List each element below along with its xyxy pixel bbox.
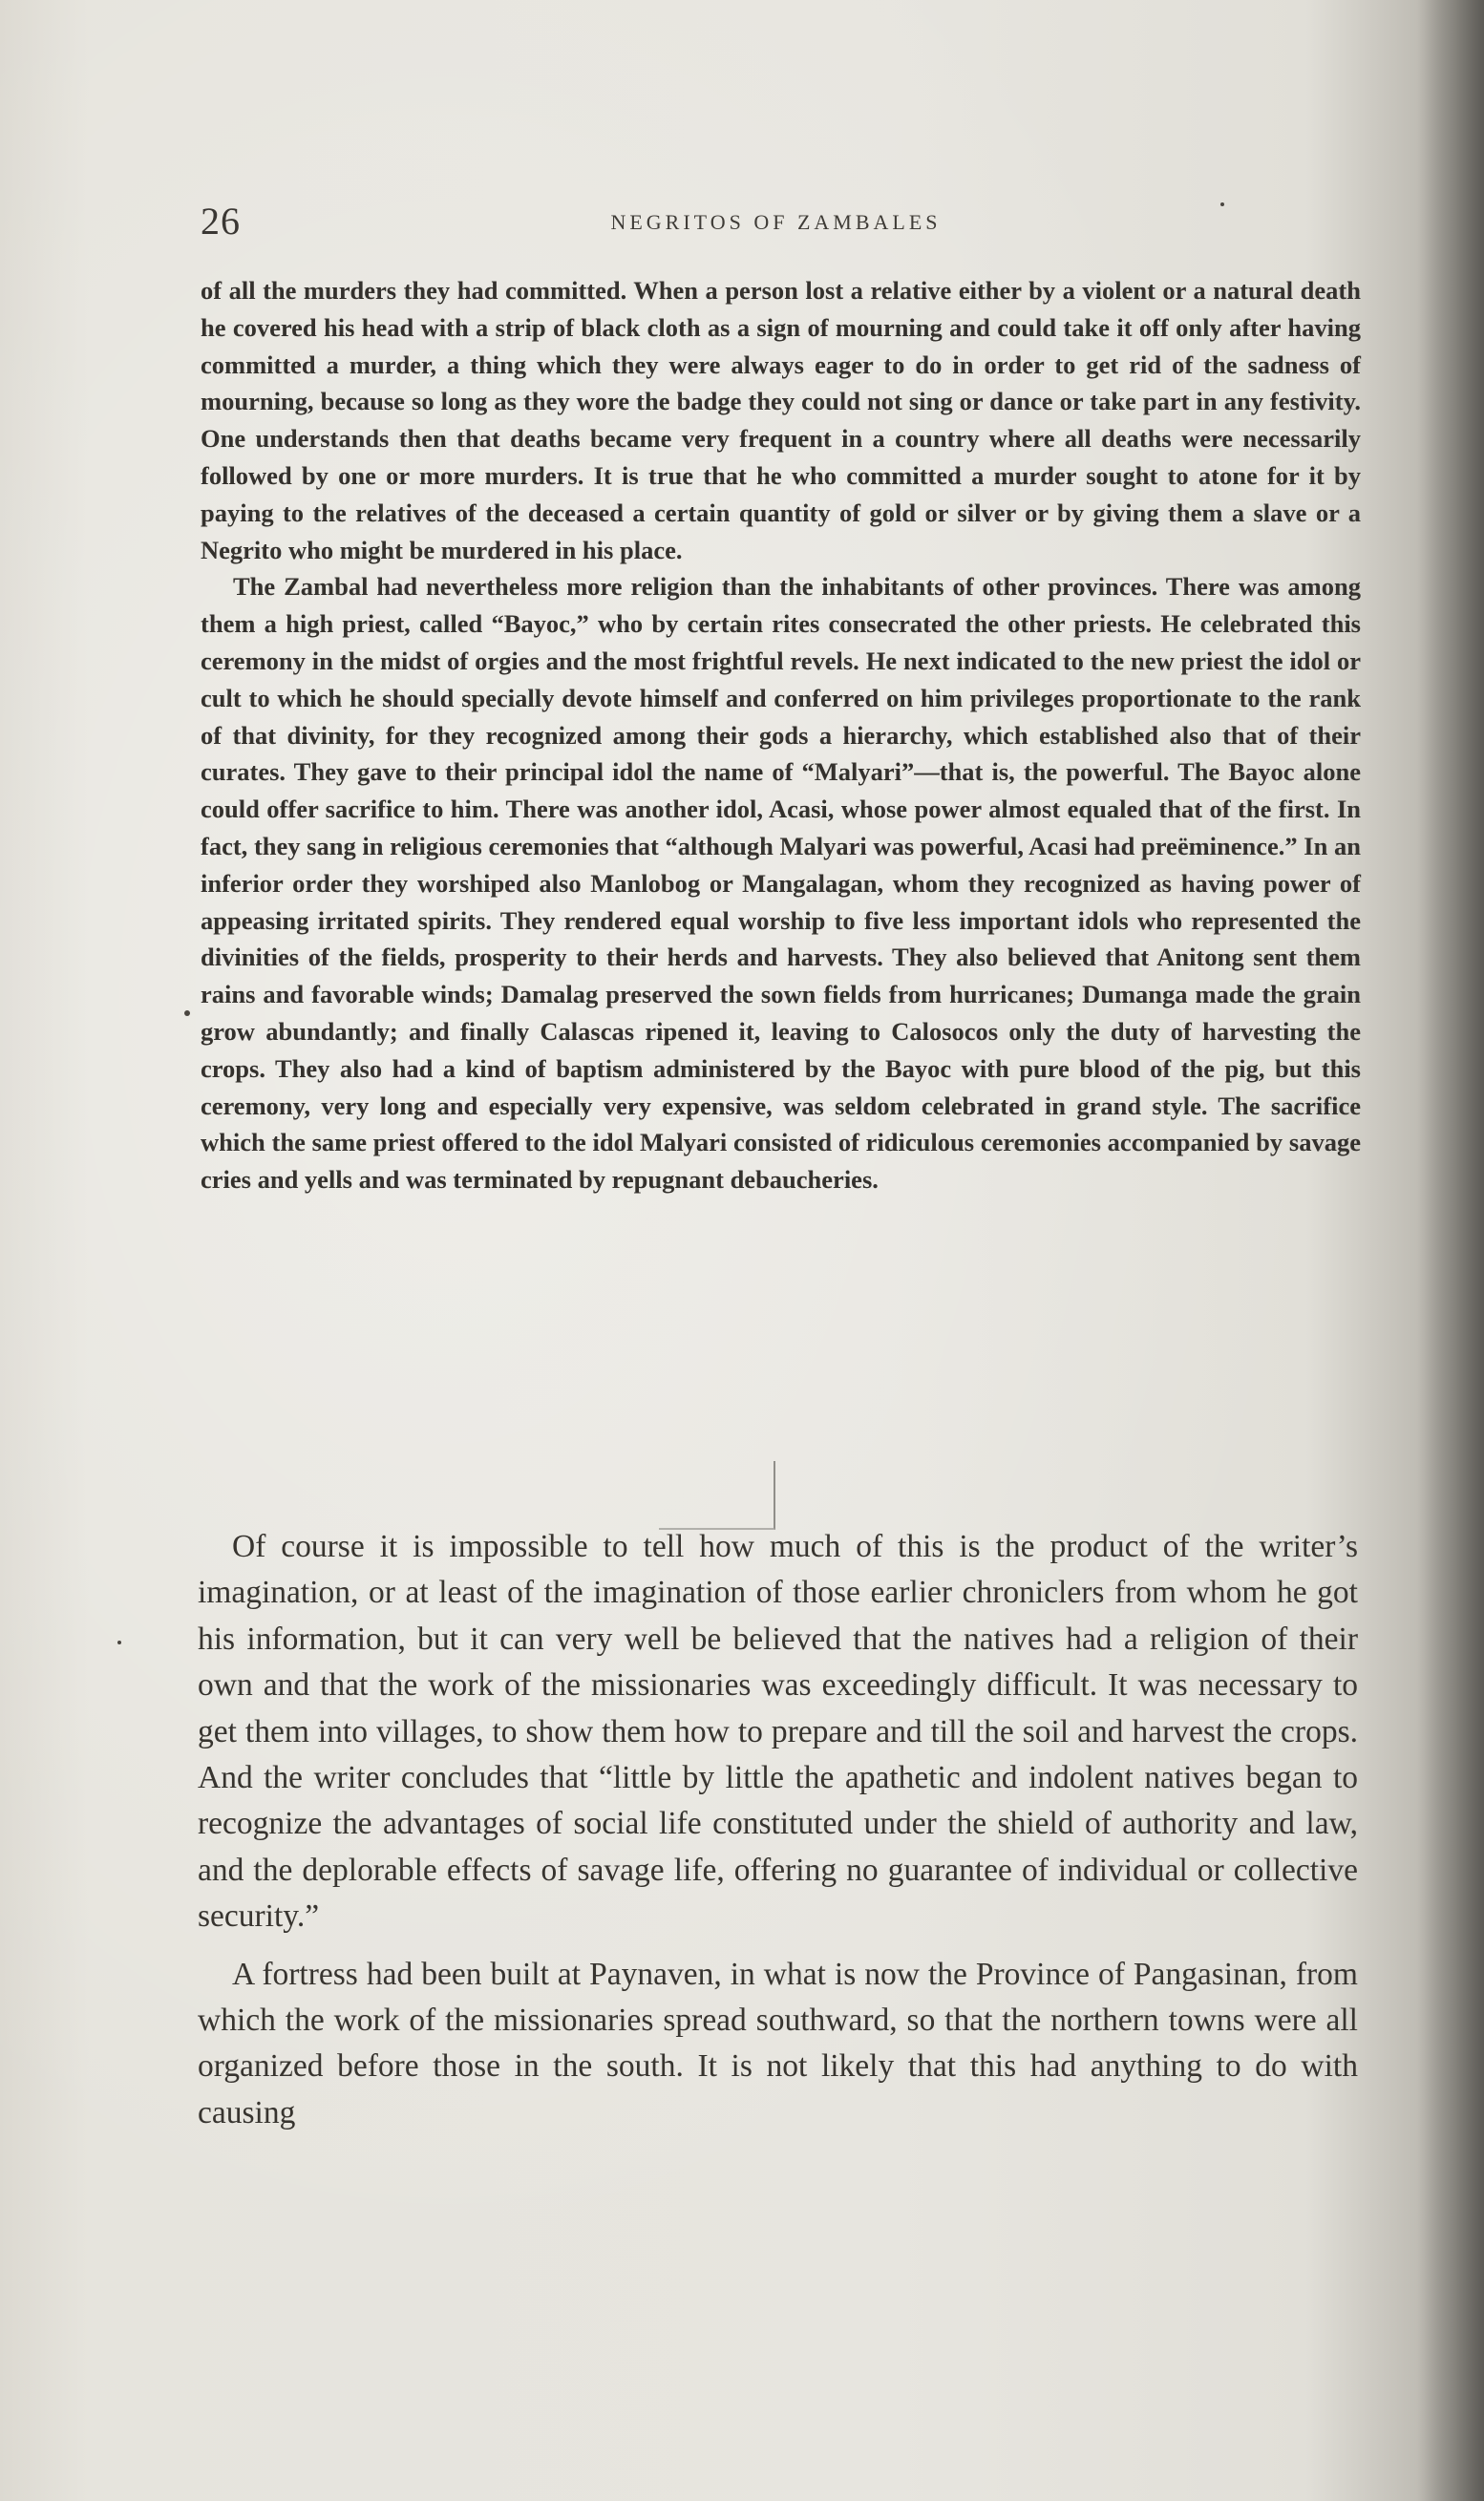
body-text [198,1524,1358,2136]
body-paragraph: A fortress had been built at Paynaven, in what is now the Province of Pangasinan, from which the work of the missionaries spread southward, so that the northern towns were all organized before those in the south. It is not likely that this had anything to do with causing [198,1956,1358,2130]
pencil-mark [659,1461,775,1530]
page-number: 26 [201,200,241,243]
body-paragraph: Of course it is impossible to tell how much of this is the product of the writer’s imagination, or at least of the imagination of those earlier chroniclers from whom he got his information, but it can very well be believed that the natives had a religion of their own and that the work of the missionaries was exceedingly difficult. It was necessary to get them into villages, to show them how to prepare and till the soil and harvest the crops. And the writer concludes that “little by little the apathetic and indolent natives began to recognize the advantages of social life constituted under the shield of authority and law, and the deplorable effects of savage life, offering no guarantee of individual or collective security.” [198,1529,1358,1935]
quote-paragraph: The Zambal had nevertheless more religion than the inhabitants of other provinces. There was among them a high priest, called “Bayoc,” who by certain rites consecrated the other priests. He celebrated this ceremony in the midst of orgies and the most frightful revels. He next indicated to the new priest the idol or cult to which he should specially devote himself and conferred on him privileges proportionate to the rank of that divinity, for they recognized among their gods a hierarchy, which established also that of their curates. They gave to their principal idol the name of “Malyari”—that is, the powerful. The Bayoc alone could offer sacrifice to him. There was another idol, Acasi, whose power almost equaled that of the first. In fact, they sang in religious ceremonies that “although Malyari was powerful, Acasi had preëminence.” In an inferior order they worshiped also Manlobog or Mangalagan, whom they recognized as having power of appeasing irritated spirits. They rendered equal worship to five less important idols who represented the divinities of the fields, prosperity to their herds and harvests. They also believed that Anitong sent them rains and favorable winds; Damalag preserved the sown fields from hurricanes; Dumanga made the grain grow abundantly; and finally Calascas ripened it, leaving to Calosocos only the duty of harvesting the crops. They also had a kind of baptism administered by the Bayoc with pure blood of the pig, but this ceremony, very long and especially very expensive, was seldom celebrated in grand style. The sacrifice which the same priest offered to the idol Malyari consisted of ridiculous ceremonies accompanied by savage cries and yells and was terminated by repugnant debaucheries. [201,572,1361,1195]
quoted-passage [201,272,1361,1198]
running-head [201,199,1351,256]
quote-paragraph: of all the murders they had committed. When a person lost a relative either by a violent or a natural death he covered his head with a strip of black cloth as a sign of mourning and could take it off only after having committed a murder, a thing which they were always eager to do in order to get rid of the sadness of mourning, because so long as they wore the badge they could not sing or dance or take part in any festivity. One understands then that deaths became very frequent in a country where all deaths were necessarily followed by one or more murders. It is true that he who committed a murder sought to atone for it by paying to the relatives of the deceased a certain quantity of gold or silver or by giving them a slave or a Negrito who might be murdered in his place. [201,276,1361,564]
ink-speck [184,1010,190,1016]
binding-shadow [1417,0,1484,2501]
ink-speck [1220,202,1224,206]
page-title: NEGRITOS OF ZAMBALES [610,210,942,234]
ink-speck [117,1641,121,1644]
